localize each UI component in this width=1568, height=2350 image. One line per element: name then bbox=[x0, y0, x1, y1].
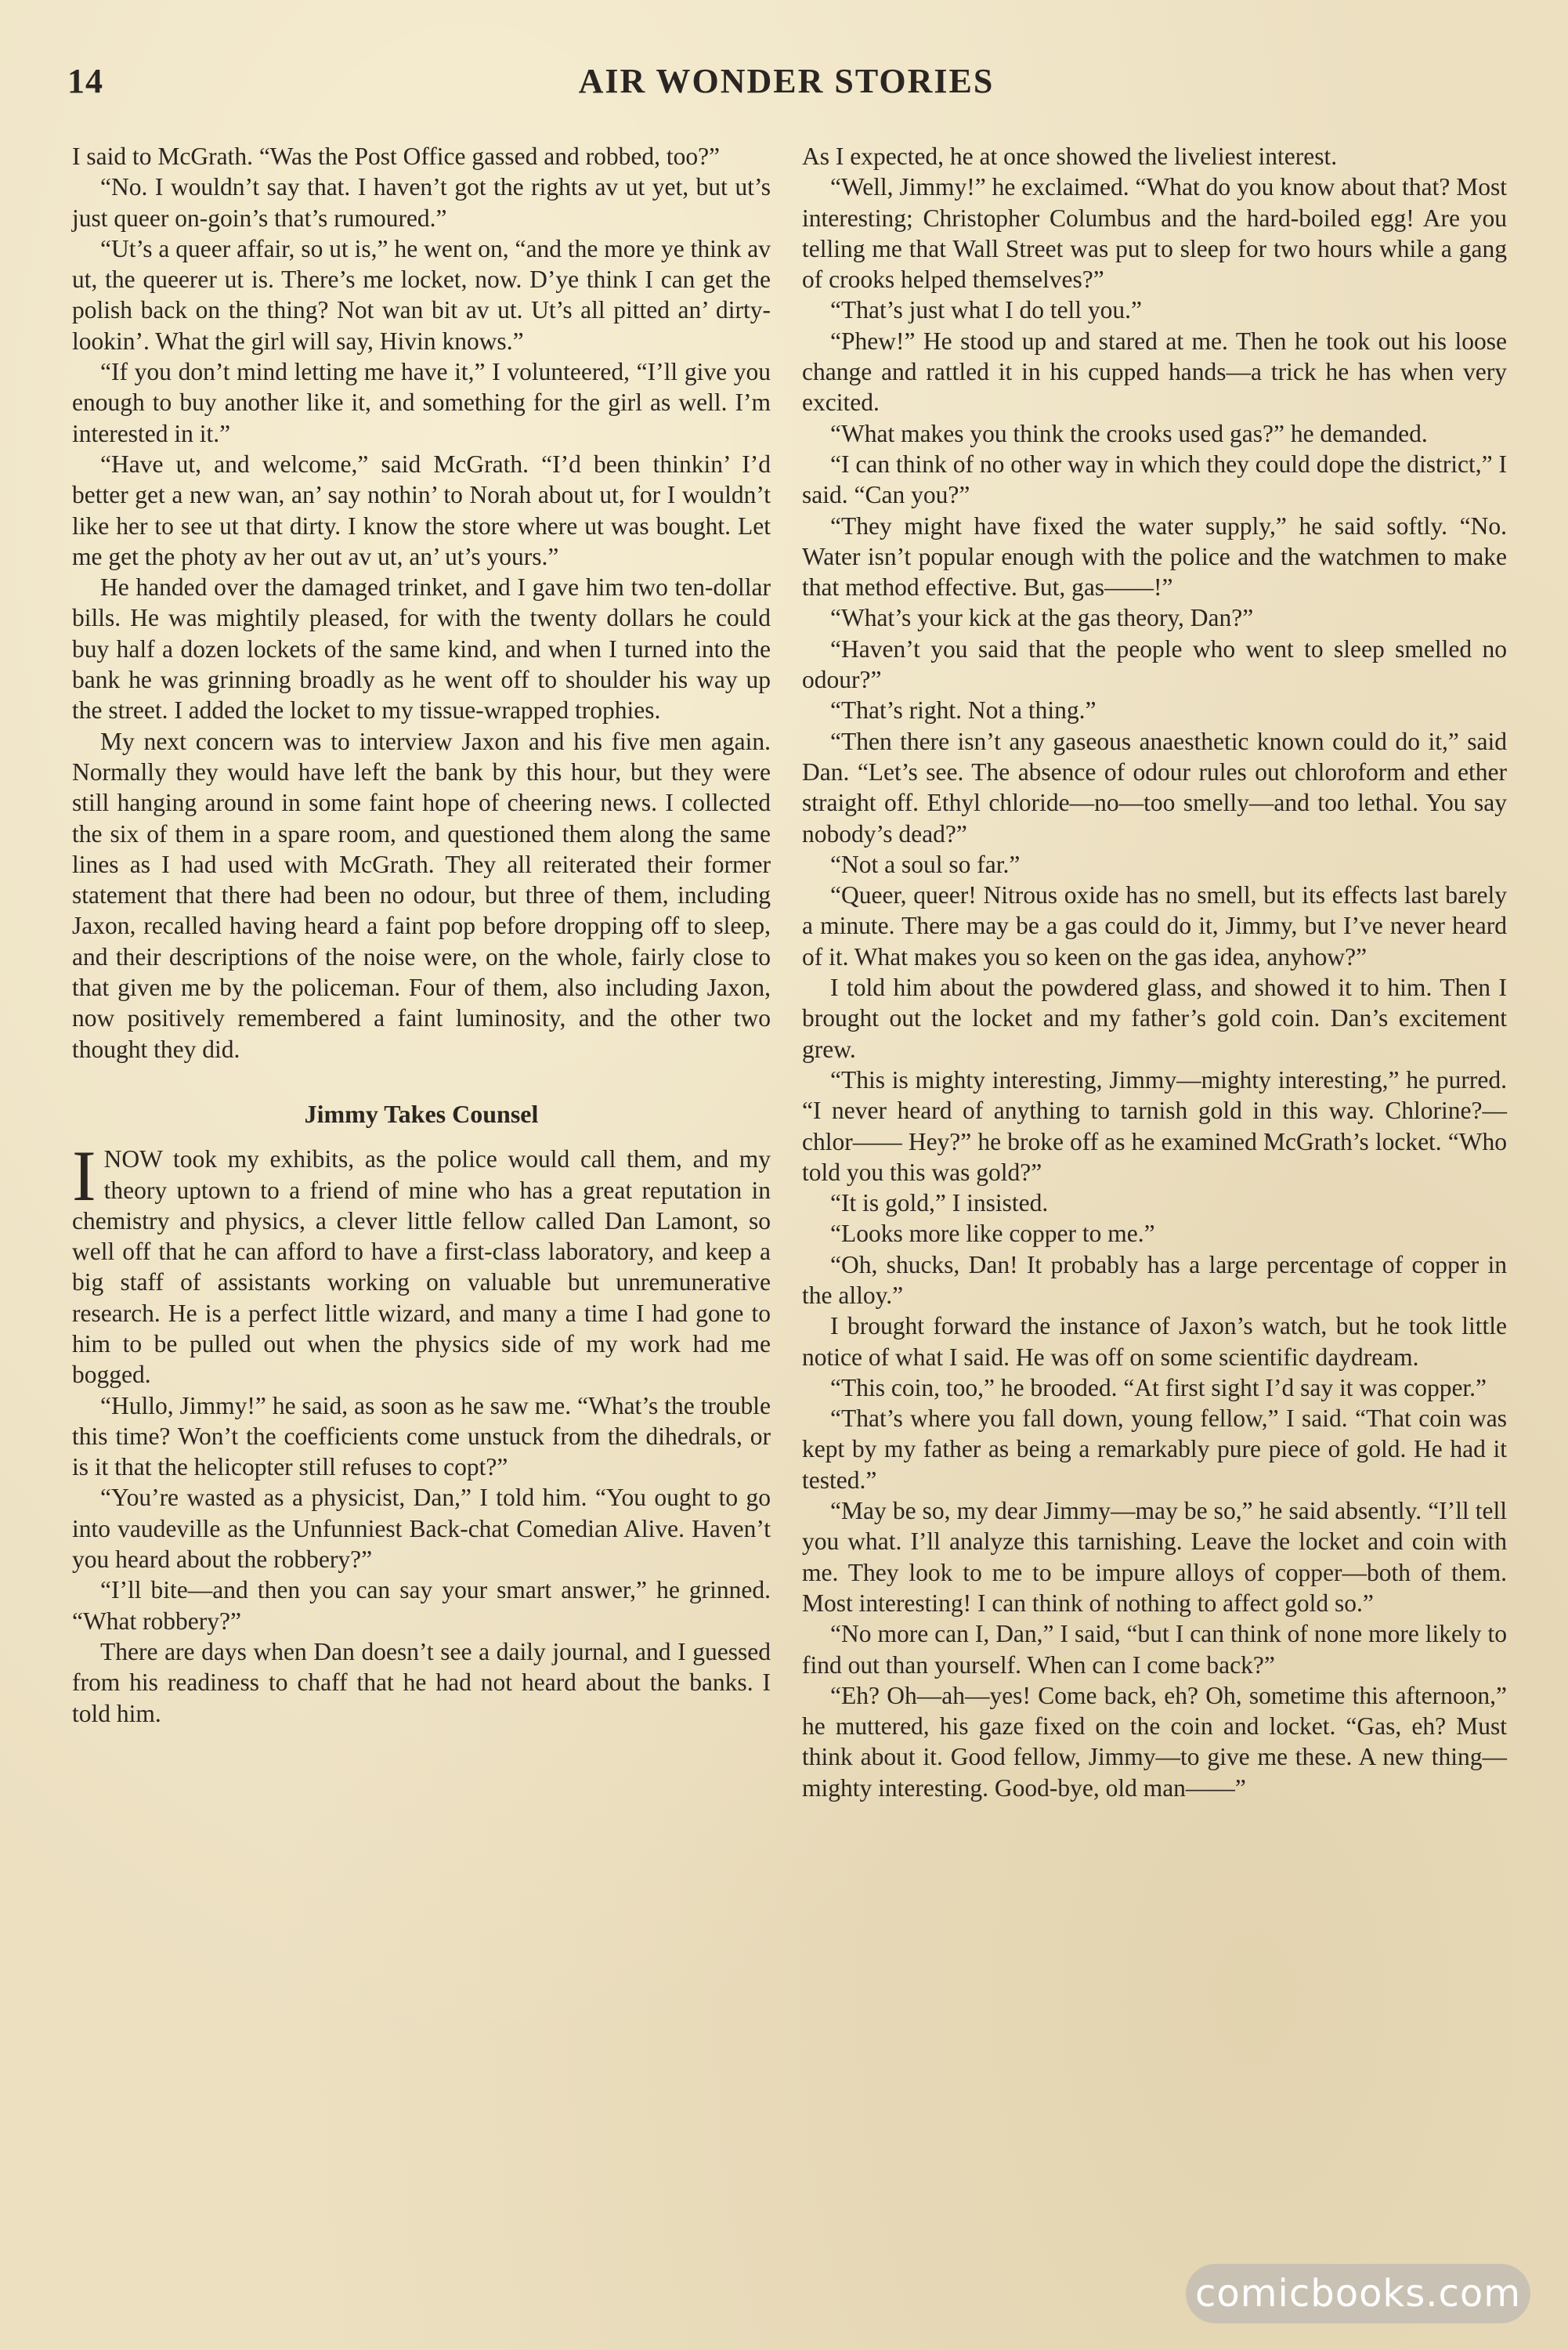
paragraph: “Queer, queer! Nitrous oxide has no smell, but its effects last barely a minute. There may be a gas could do it, Jimmy, but I’ve never heard of it. What makes you so keen on the gas idea, anyhow?” bbox=[802, 881, 1507, 971]
paragraph: “No. I wouldn’t say that. I haven’t got the rights av ut yet, but ut’s just queer on-goin’s that’s rumoured.” bbox=[72, 173, 771, 232]
section-subheading: Jimmy Takes Counsel bbox=[304, 1099, 539, 1128]
paragraph: “Haven’t you said that the people who went to sleep smelled no odour?” bbox=[802, 634, 1507, 694]
paragraph: He handed over the damaged trinket, and I gave him two ten-dollar bills. He was mightily pleased, for with the twenty dollars he could buy half a dozen lockets of the same kind, and when I turned into the bank he was grinning broadly as he went off to shoulder his way up the street. I added the locket to my tissue-wrapped trophies. bbox=[72, 573, 771, 725]
paragraph: “I can think of no other way in which they could dope the district,” I said. “Can you?” bbox=[802, 450, 1507, 509]
paragraph: “They might have fixed the water supply,” he said softly. “No. Water isn’t popular enough with the police and the watchmen to make that method effective. But, gas——!” bbox=[802, 512, 1507, 602]
paragraph: “Well, Jimmy!” he exclaimed. “What do you know about that? Most interesting; Christopher Columbus and the hard-boiled egg! Are you telling me that Wall Street was put to sleep for two hours while a gang of crooks helped themselves?” bbox=[802, 173, 1507, 294]
page-number: 14 bbox=[67, 62, 103, 100]
paragraph: “This is mighty interesting, Jimmy—mighty interesting,” he purred. “I never heard of anything to tarnish gold in this way. Chlorine?—chlor—— Hey?” he broke off as he examined McGrath’s locket. “Who told you this was gold?” bbox=[802, 1065, 1507, 1186]
dropcap-paragraph bbox=[72, 1136, 771, 1390]
paragraph: “This coin, too,” he brooded. “At first sight I’d say it was copper.” bbox=[830, 1373, 1487, 1401]
paragraph: “What makes you think the crooks used gas?” he demanded. bbox=[830, 419, 1428, 447]
paragraph: “You’re wasted as a physicist, Dan,” I told him. “You ought to go into vaudeville as the Unfunniest Back-chat Comedian Alive. Haven’t you heard about the robbery?” bbox=[72, 1484, 771, 1574]
paragraph: “That’s where you fall down, young fellow,” I said. “That coin was kept by my father as being a remarkably pure piece of gold. He had it tested.” bbox=[802, 1405, 1507, 1494]
paragraph: There are days when Dan doesn’t see a daily journal, and I guessed from his readiness to chaff that he had not heard about the banks. I told him. bbox=[72, 1637, 771, 1727]
paragraph: “No more can I, Dan,” I said, “but I can think of none more likely to find out than yourself. When can I come back?” bbox=[802, 1620, 1507, 1679]
paragraph: “Ut’s a queer affair, so ut is,” he went on, “and the more ye think av ut, the queerer ut is. There’s me locket, now. D’ye think I can get the polish back on the thing? Not wan bit av ut. Ut’s all pitted an’ dirty-lookin’. What the girl will say, Hivin knows.” bbox=[72, 234, 771, 355]
page-header bbox=[67, 61, 1505, 116]
paragraph: “If you don’t mind letting me have it,” I volunteered, “I’ll give you enough to buy another like it, and something for the girl as well. I’m interested in it.” bbox=[72, 358, 771, 447]
paragraph: “Eh? Oh—ah—yes! Come back, eh? Oh, sometime this afternoon,” he muttered, his gaze fixed on the coin and locket. “Gas, eh? Must think about it. Good fellow, Jimmy—to give me these. A new thing—mighty interesting. Good-bye, old man——” bbox=[802, 1681, 1507, 1802]
paragraph: “I’ll bite—and then you can say your smart answer,” he grinned. “What robbery?” bbox=[72, 1576, 771, 1635]
left-column bbox=[72, 141, 771, 1729]
paragraph: “May be so, my dear Jimmy—may be so,” he said absently. “I’ll tell you what. I’ll analyze this tarnishing. Leave the locket and coin with me. They look to me to be impure alloys of copper—both of them. Most interesting! I can think of nothing to affect gold so.” bbox=[802, 1497, 1507, 1617]
paragraph: “Then there isn’t any gaseous anaesthetic known could do it,” said Dan. “Let’s see. The absence of odour rules out chloroform and ether straight off. Ethyl chloride—no—too smelly—and too lethal. You say nobody’s dead?” bbox=[802, 727, 1507, 848]
paragraph: “That’s right. Not a thing.” bbox=[830, 696, 1097, 725]
paragraph: My next concern was to interview Jaxon and his five men again. Normally they would have left the bank by this hour, but they were still hanging around in some faint hope of cheering news. I collected the six of them in a spare room, and questioned them along the same lines as I had used with McGrath. They all reiterated their former statement that there had been no odour, but three of them, including Jaxon, recalled having heard a faint pop before dropping off to sleep, and their descriptions of the noise were, on the whole, fairly close to that given me by the policeman. Four of them, also including Jaxon, now positively remembered a faint luminosity, and the other two thought they did. bbox=[72, 727, 771, 1063]
paragraph: “Looks more like copper to me.” bbox=[830, 1220, 1155, 1248]
paragraph: “Hullo, Jimmy!” he said, as soon as he saw me. “What’s the trouble this time? Won’t the coefficients come unstuck from the dihedrals, or is it that the helicopter still refuses to copt?” bbox=[72, 1391, 771, 1481]
site-watermark: comicbooks.com bbox=[1186, 2264, 1530, 2323]
paragraph: I told him about the powdered glass, and showed it to him. Then I brought out the locket and my father’s gold coin. Dan’s excitement grew. bbox=[802, 974, 1507, 1063]
dropcap-paragraph-text: NOW took my exhibits, as the police would call them, and my theory uptown to a friend of mine who has a great reputation in chemistry and physics, a clever little fellow called Dan Lamont, so well off that he can afford to have a first-class laboratory, and keep a big staff of assistants working on valuable but unremunerative research. He is a perfect little wizard, and many a time I had gone to him to be pulled out when the physics side of my work had me bogged. bbox=[72, 1145, 771, 1389]
paragraph: “Oh, shucks, Dan! It probably has a large percentage of copper in the alloy.” bbox=[802, 1250, 1507, 1309]
paragraph: I said to McGrath. “Was the Post Office gassed and robbed, too?” bbox=[72, 143, 721, 170]
paragraph: “It is gold,” I insisted. bbox=[830, 1189, 1049, 1217]
drop-cap: I bbox=[72, 1136, 96, 1217]
paragraph: “That’s just what I do tell you.” bbox=[830, 296, 1143, 324]
paragraph: I brought forward the instance of Jaxon’s watch, but he took little notice of what I said. He was off on some scientific daydream. bbox=[802, 1312, 1507, 1371]
paragraph: “Phew!” He stood up and stared at me. Then he took out his loose change and rattled it in his cupped hands—a trick he has when very excited. bbox=[802, 327, 1507, 417]
paragraph: “Have ut, and welcome,” said McGrath. “I’d been thinkin’ I’d better get a new wan, an’ say nothin’ to Norah about ut, for I wouldn’t like her to see ut that dirty. I know the store where ut was bought. Let me get the photy av her out av ut, an’ ut’s yours.” bbox=[72, 450, 771, 570]
running-title: AIR WONDER STORIES bbox=[578, 62, 995, 100]
right-column bbox=[802, 141, 1507, 1803]
paragraph: “What’s your kick at the gas theory, Dan?” bbox=[830, 604, 1254, 632]
paragraph: As I expected, he at once showed the liveliest interest. bbox=[802, 143, 1338, 170]
paragraph: “Not a soul so far.” bbox=[830, 850, 1021, 878]
